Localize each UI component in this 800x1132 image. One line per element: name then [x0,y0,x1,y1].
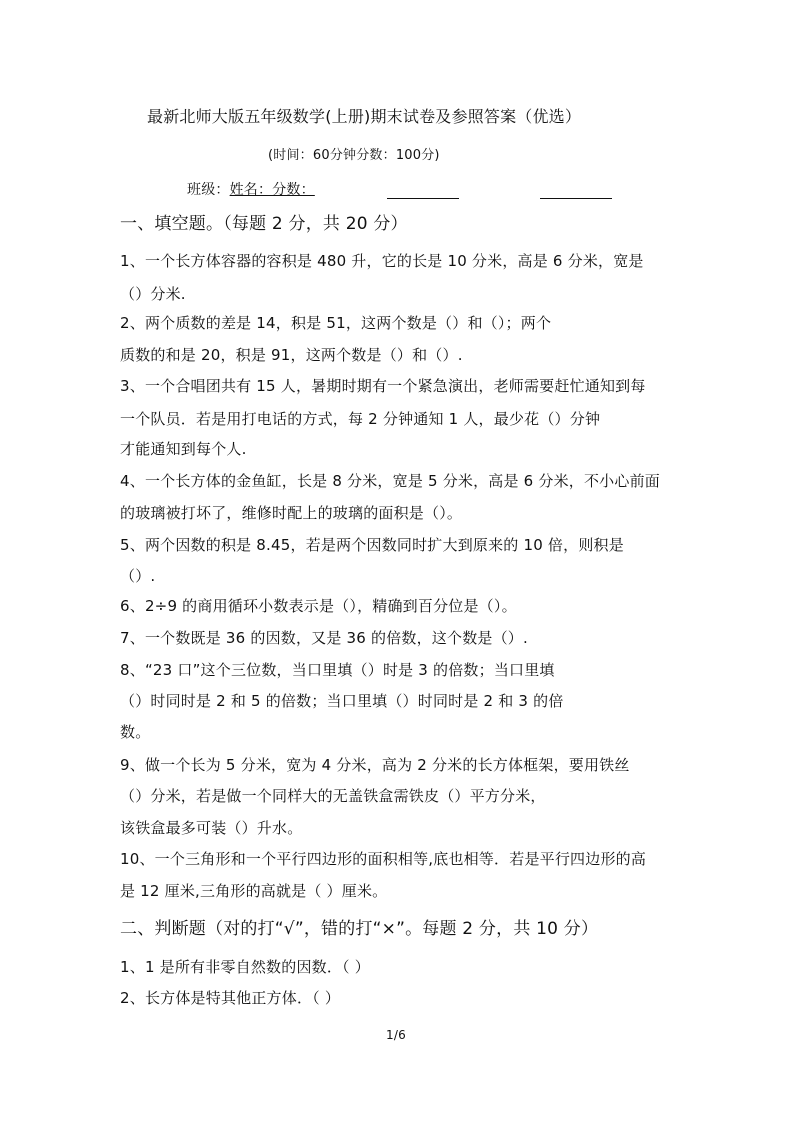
question-line: 8、“23 口”这个三位数，当口里填（）时是 3 的倍数；当口里填 [120,661,555,679]
section-heading: 一、填空题。（每题 2 分，共 20 分） [120,214,408,234]
question-line: 是 12 厘米,三角形的高就是（ ）厘米。 [120,882,388,900]
question-line: 1、1 是所有非零自然数的因数．（ ） [120,958,370,976]
question-line: （）分米，若是做一个同样大的无盖铁盒需铁皮（）平方分米， [120,787,546,805]
question-line: （）分米. [120,285,186,303]
question-line: 7、一个数既是 36 的因数，又是 36 的倍数，这个数是（）. [120,629,528,647]
question-line: 数。 [120,723,151,741]
name-score-label: 姓名：分数： [229,182,315,198]
question-line: 4、一个长方体的金鱼缸，长是 8 分米，宽是 5 分米，高是 6 分米，不小心前面 [120,472,660,490]
question-line: 的玻璃被打坏了，维修时配上的玻璃的面积是（）。 [120,504,463,522]
question-line: 5、两个因数的积是 8.45，若是两个因数同时扩大到原来的 10 倍，则积是 [120,536,624,554]
answer-blank-line [540,198,612,199]
question-line: 6、2÷9 的商用循环小数表示是（），精确到百分位是（）。 [120,597,517,615]
question-line: （）. [120,567,156,585]
question-line: 3、一个合唱团共有 15 人，暑期时期有一个紧急演出，老师需要赶忙通知到每 [120,377,646,395]
question-line: 该铁盒最多可装（）升水。 [120,819,303,837]
answer-blank-line [387,198,459,199]
question-line: 一个队员．若是用打电话的方式，每 2 分钟通知 1 人，最少花（）分钟 [120,410,601,428]
question-line: 1、一个长方体容器的容积是 480 升，它的长是 10 分米，高是 6 分米，宽是 [120,252,644,270]
question-line: 2、长方体是特其他正方体．（ ） [120,989,341,1007]
student-info-row [187,180,315,200]
section-heading: 二、判断题（对的打“√”，错的打“×”。每题 2 分，共 10 分） [120,919,599,939]
question-line: 9、做一个长为 5 分米，宽为 4 分米，高为 2 分米的长方体框架，要用铁丝 [120,756,630,774]
page-title: 最新北师大版五年级数学(上册)期末试卷及参照答案（优选） [147,107,582,126]
question-line: 才能通知到每个人. [120,440,247,458]
question-line: 质数的和是 20，积是 91，这两个数是（）和（）. [120,346,463,364]
page-number: 1/6 [386,1028,406,1042]
question-line: （）时同时是 2 和 5 的倍数；当口里填（）时同时是 2 和 3 的倍 [120,692,564,710]
question-line: 2、两个质数的差是 14，积是 51，这两个数是（）和（）；两个 [120,314,552,332]
class-label: 班级： [187,182,230,198]
exam-time-score: (时间：60分钟分数：100分) [268,148,440,163]
question-line: 10、一个三角形和一个平行四边形的面积相等,底也相等．若是平行四边形的高 [120,850,647,868]
